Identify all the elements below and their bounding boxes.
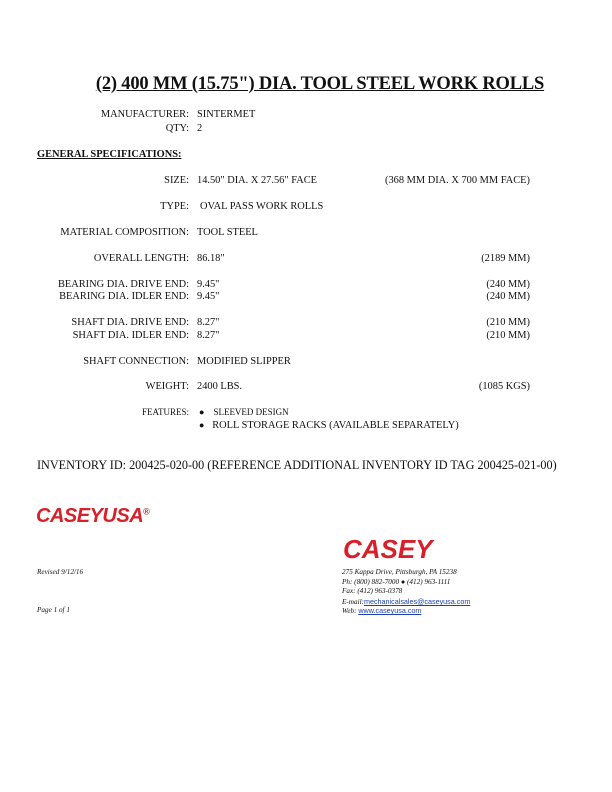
- type-value: OVAL PASS WORK ROLLS: [200, 201, 324, 212]
- general-specifications-heading: GENERAL SPECIFICATIONS:: [37, 149, 182, 160]
- bearing-idler-value: 9.45": [197, 291, 220, 302]
- weight-metric: (1085 KGS): [478, 381, 530, 392]
- overall-length-label: OVERALL LENGTH:: [93, 253, 189, 264]
- email-line: [342, 597, 470, 606]
- bearing-drive-value: 9.45": [197, 279, 220, 290]
- feature-item-label: ROLL STORAGE RACKS (AVAILABLE SEPARATELY): [212, 420, 459, 431]
- feature-item-label: SLEEVED DESIGN: [213, 407, 289, 417]
- bullet-icon: ●: [199, 420, 205, 430]
- bearing-idler-metric: (240 MM): [486, 291, 530, 302]
- type-label: TYPE:: [160, 201, 189, 212]
- document-title: (2) 400 MM (15.75") DIA. TOOL STEEL WORK ROLLS: [95, 74, 545, 94]
- web-link[interactable]: www.caseyusa.com: [358, 606, 422, 615]
- inventory-id: INVENTORY ID: 200425-020-00 (REFERENCE ADDITIONAL INVENTORY ID TAG 200425-021-00): [37, 458, 557, 472]
- shaft-connection-value: MODIFIED SLIPPER: [197, 356, 291, 367]
- address-street: 275 Kappa Drive, Pittsburgh, PA 15238: [342, 568, 457, 576]
- qty-value: 2: [197, 123, 203, 134]
- feature-item: [199, 407, 289, 417]
- shaft-idler-metric: (210 MM): [486, 330, 530, 341]
- size-label: SIZE:: [164, 175, 189, 186]
- size-value: 14.50" DIA. X 27.56" FACE: [197, 175, 317, 186]
- weight-value: 2400 LBS.: [197, 381, 243, 392]
- registered-mark: ®: [143, 506, 150, 517]
- caseyusa-logo: [36, 505, 149, 528]
- address-phone: Ph: (800) 882-7000 ● (412) 963-1111: [342, 578, 451, 586]
- shaft-idler-value: 8.27": [197, 330, 220, 341]
- manufacturer-value: SINTERMET: [197, 109, 256, 120]
- shaft-connection-label: SHAFT CONNECTION:: [83, 356, 189, 367]
- page-number: Page 1 of 1: [37, 606, 70, 614]
- web-line: [342, 606, 421, 615]
- material-value: TOOL STEEL: [197, 227, 258, 238]
- feature-item: [199, 420, 459, 431]
- revised-date: Revised 9/12/16: [37, 568, 84, 576]
- caseyusa-logo-text: CASEYUSA: [36, 505, 144, 527]
- email-link[interactable]: mechanicalsales@caseyusa.com: [363, 597, 471, 606]
- bearing-drive-metric: (240 MM): [486, 279, 530, 290]
- bearing-drive-label: BEARING DIA. DRIVE END:: [57, 279, 189, 290]
- overall-length-value: 86.18": [197, 253, 225, 264]
- manufacturer-label: MANUFACTURER:: [100, 109, 189, 120]
- shaft-drive-value: 8.27": [197, 317, 220, 328]
- bearing-idler-label: BEARING DIA. IDLER END:: [59, 291, 189, 302]
- casey-logo: CASEY: [343, 534, 433, 564]
- shaft-drive-metric: (210 MM): [486, 317, 530, 328]
- address-fax: Fax: (412) 963-0378: [342, 587, 403, 595]
- web-label: Web:: [342, 607, 357, 615]
- features-label: FEATURES:: [141, 407, 189, 417]
- qty-label: QTY:: [165, 123, 189, 134]
- size-metric: (368 MM DIA. X 700 MM FACE): [385, 175, 530, 186]
- material-label: MATERIAL COMPOSITION:: [60, 227, 189, 238]
- email-label: E-mail:: [342, 598, 364, 606]
- bullet-icon: ●: [199, 407, 205, 417]
- weight-label: WEIGHT:: [145, 381, 189, 392]
- shaft-idler-label: SHAFT DIA. IDLER END:: [72, 330, 189, 341]
- overall-length-metric: (2189 MM): [481, 253, 530, 264]
- shaft-drive-label: SHAFT DIA. DRIVE END:: [71, 317, 189, 328]
